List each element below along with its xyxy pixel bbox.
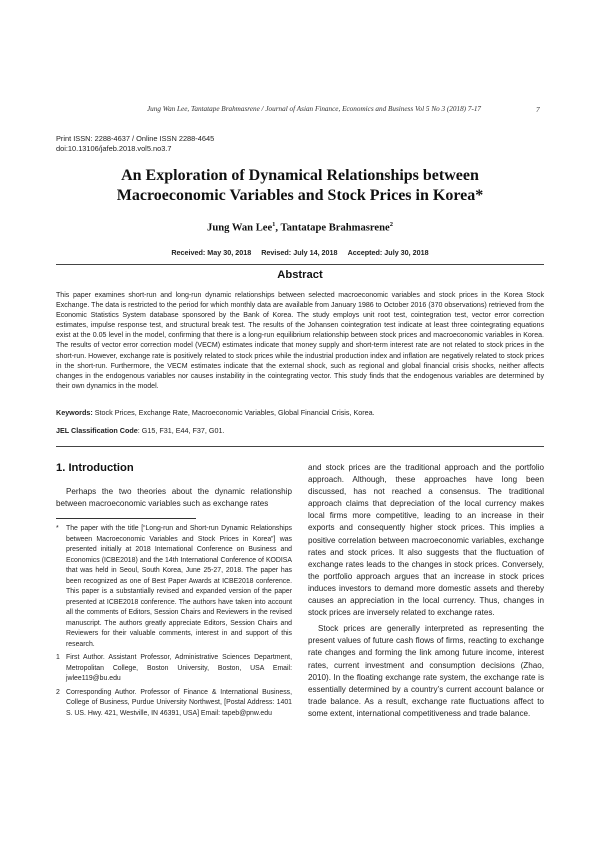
paper-title xyxy=(56,166,544,206)
footnote-mark: * xyxy=(56,525,59,533)
footnote-1 xyxy=(56,653,292,685)
doi-line: doi:10.13106/jafeb.2018.vol5.no3.7 xyxy=(56,144,172,153)
footnote-divider xyxy=(56,518,196,519)
abstract-text: This paper examines short-run and long-run dynamic relationships between selected macroeconomic variables and stock prices in the Korea Stock Exchange. The data is restricted to the period for which monthly data are available from January 1986 to October 2016 (370 observations) retrieved from the Economic Statistics System database sponsored by the Bank of Korea. The study employs unit root test, cointegration test, vector error correction estimates, impulse response test, and structural break test. The results of the Johansen cointegration test indicate at least three cointegrating equations exist at the 0.05 level in the model, confirming that there is a long-run equilibrium relationship between stock prices and macroeconomic variables in Korea. The results of vector error correction model (VECM) estimates indicate that money supply and short-term interest rate are not related to stock prices in the short-run. However, exchange rate is positively related to stock prices while the industrial production index and inflation are negatively related to stock prices in the short-run. Furthermore, the VECM estimates indicate that the external shock, such as regional and global financial crisis shocks, neither affects changes in the endogenous variables nor causes instability in the cointegrating vector. This study finds that the endogenous variables are determined by their own dynamics in the model. xyxy=(56,292,544,390)
revised-date: Revised: July 14, 2018 xyxy=(261,248,338,257)
keywords-value: Stock Prices, Exchange Rate, Macroeconomic Variables, Global Financial Crisis, Korea. xyxy=(94,408,375,417)
keywords xyxy=(56,408,544,417)
issn-block xyxy=(56,134,214,154)
footnote-mark: 2 xyxy=(56,688,60,696)
footnote-mark: 1 xyxy=(56,654,60,662)
running-head: Jung Wan Lee, Tantatape Brahmasrene / Journal of Asian Finance, Economics and Business Vol 5 No 3 (2018) 7-17 xyxy=(146,105,482,113)
footnote-text: Corresponding Author. Professor of Finance & International Business, College of Business, Purdue University Northwest, [Postal Address: 1401 S. US. Hwy. 421, Westville, IN 46391, USA] Email: tapeb@pnw.edu xyxy=(66,688,292,717)
footnote-text: The paper with the title [“Long-run and Short-run Dynamic Relationships between Macroeconomic Variables and Stock Prices in Korea”] was presented initially at 2018 International Conference on Business and Economics (ICBE2018) and the 14th International Conference of KODISA that was held in Seoul, South Korea, June 25-27, 2018. The paper has been recognized as one of Best Paper Awards at ICBE2018 conference. This paper is a substantially revised and expanded version of the paper presented at ICBE2018 conference. The authors have taken into account all the comments of Editors, Session Chairs and Reviewers in the revised manuscript. The authors greatly appreciate Editors, Session Chairs and Reviewers for their valuable comments, interest in and support of this research. xyxy=(66,525,292,648)
footnote-2 xyxy=(56,688,292,720)
jel-classification xyxy=(56,426,544,435)
jel-value: : G15, F31, E44, F37, G01. xyxy=(137,426,225,435)
body-paragraph-2: Stock prices are generally interpreted as representing the present values of future cash flows of firms, reacting to exchange rate changes and forming the link among future income, interest rates, current investment and consumption decisions (Zhao, 2010). In the floating exchange rate system, the exchange rate is essentially determined by a country’s current account balance or trade balance. As a result, exchange rate fluctuations affect to some extent, international competitiveness and trade balance. xyxy=(308,624,544,718)
section-heading-introduction: 1. Introduction xyxy=(56,462,134,474)
title-line-2: Macroeconomic Variables and Stock Prices in Korea* xyxy=(116,187,484,204)
left-column xyxy=(56,462,292,719)
author-affiliation-mark: 2 xyxy=(389,221,393,228)
keywords-label: Keywords: xyxy=(56,408,93,417)
received-date: Received: May 30, 2018 xyxy=(171,248,252,257)
right-column xyxy=(308,462,544,720)
issn-line: Print ISSN: 2288-4637 / Online ISSN 2288-4645 xyxy=(56,134,215,143)
author-separator: , xyxy=(275,222,281,234)
jel-label: JEL Classification Code xyxy=(56,426,138,435)
accepted-date: Accepted: July 30, 2018 xyxy=(347,248,429,257)
footnote-asterisk xyxy=(56,524,292,650)
author-name: Jung Wan Lee xyxy=(207,222,273,234)
abstract-bottom-divider xyxy=(56,446,544,447)
author-list xyxy=(56,221,544,234)
top-divider xyxy=(56,264,544,265)
author-name: Tantatape Brahmasrene xyxy=(280,222,390,234)
intro-paragraph-1: Perhaps the two theories about the dynamic relationship between macroeconomic variables such as exchange rates xyxy=(56,487,292,509)
title-line-1: An Exploration of Dynamical Relationships between xyxy=(121,167,479,184)
page-number: 7 xyxy=(536,105,540,114)
abstract-heading: Abstract xyxy=(277,269,323,281)
footnote-text: First Author. Assistant Professor, Administrative Sciences Department, Metropolitan College, Boston University, Boston, USA Email: jwlee119@bu.edu xyxy=(66,654,292,683)
body-paragraph-continued: and stock prices are the traditional approach and the portfolio approach. Although, these approaches have long been discussed, has not reached a consensus. The traditional approach claims that depreciation of the local currency makes local firms more competitive, leading to an increase in their exports and consequently higher stock prices. This implies a positive correlation between macroeconomic variables, exchange rates and stock prices. It also suggests that the fluctuation of exchange rates leads to the changes in stock prices. Conversely, the portfolio approach argues that an increase in stock prices induces investors to demand more domestic assets and thereby causes an appreciation in the local currency. Thus, changes in stock prices are inversely related to exchange rates. xyxy=(308,463,544,618)
publication-dates xyxy=(56,248,544,257)
author-affiliation-mark: 1 xyxy=(272,221,276,228)
